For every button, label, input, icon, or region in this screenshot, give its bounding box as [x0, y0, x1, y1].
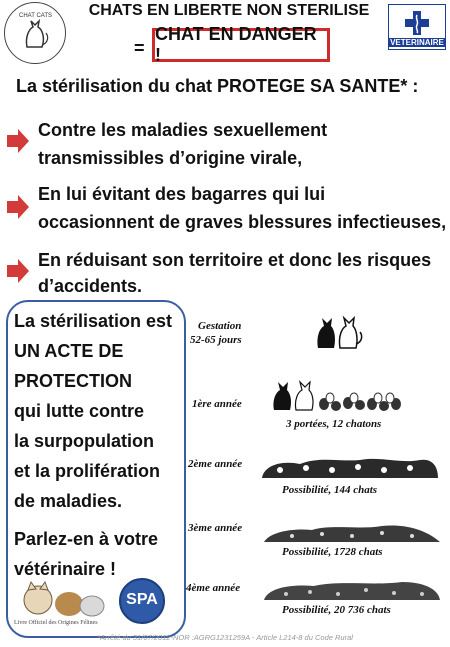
- timeline-label: 3ème année: [188, 522, 243, 534]
- footnote: *Arrêté du 31/07/2012-NOR :AGRG1231259A - Article L214-8 du Code Rural: [97, 633, 353, 642]
- timeline-label: 2ème année: [188, 458, 243, 470]
- timeline-label: 1ère année: [192, 398, 242, 410]
- panel-line: et la prolifération: [14, 461, 161, 481]
- bullet-1-line2: transmissibles d’origine virale,: [38, 148, 303, 168]
- danger-title: CHAT EN DANGER !: [152, 28, 330, 62]
- panel-line: UN ACTE DE: [14, 341, 124, 361]
- panel-line: La stérilisation est: [14, 311, 173, 331]
- cats-year3-illustration: [262, 514, 442, 544]
- title-line1: CHATS EN LIBERTE NON STERILISE: [88, 2, 370, 19]
- bullet-2-line1: En lui évitant des bagarres qui lui: [38, 184, 326, 204]
- vet-logo-text: VETERINAIRE: [390, 38, 444, 47]
- panel-line: PROTECTION: [14, 371, 133, 391]
- timeline-sublabel: 52-65 jours: [190, 334, 242, 346]
- cats-year4-illustration: [262, 572, 442, 602]
- cats-year1-illustration: [270, 368, 404, 412]
- bullet-2-line2: occasionnent de graves blessures infectieuses,: [38, 212, 447, 232]
- timeline-caption: Possibilité, 20 736 chats: [282, 604, 391, 616]
- loof-logo: [14, 580, 108, 632]
- timeline-label: 4ème année: [186, 582, 241, 594]
- bullet-3-line2: d’accidents.: [38, 276, 143, 296]
- cat-dog-illustration-icon: [14, 580, 108, 620]
- red-arrow-icon: [6, 194, 30, 220]
- timeline-caption: Possibilité, 144 chats: [282, 484, 378, 496]
- cats-year2-illustration: [260, 446, 440, 480]
- spa-logo: [116, 576, 168, 626]
- loof-logo-text: Livre Officiel des Origines Félines: [14, 620, 98, 626]
- bullet-1-line1: Contre les maladies sexuellement: [38, 120, 328, 140]
- timeline-caption: Possibilité, 1728 chats: [282, 546, 383, 558]
- spa-logo-text: SPA: [126, 591, 158, 608]
- cat-couple-illustration: [312, 306, 364, 350]
- panel-line: la surpopulation: [14, 431, 155, 451]
- equals-sign: =: [134, 38, 145, 58]
- veterinaire-logo: [388, 4, 446, 50]
- vet-cross-icon: [403, 9, 431, 37]
- watermark-text: [172, 418, 178, 420]
- bullet-3-line1: En réduisant son territoire et donc les risques: [38, 250, 432, 270]
- red-arrow-icon: [6, 128, 30, 154]
- chat-cats-logo: [4, 2, 66, 64]
- red-arrow-icon: [6, 258, 30, 284]
- panel-line: de maladies.: [14, 491, 123, 511]
- logo-left-text: CHAT CATS: [19, 13, 53, 19]
- panel-cta-line1: Parlez-en à votre: [14, 529, 159, 549]
- panel-cta-line2: vétérinaire !: [14, 559, 117, 579]
- panel-line: qui lutte contre: [14, 401, 144, 421]
- intro-text: La stérilisation du chat PROTEGE SA SANTE* :: [16, 76, 419, 96]
- cat-silhouette-icon: [15, 13, 55, 53]
- timeline-caption: 3 portées, 12 chatons: [286, 418, 382, 430]
- timeline-label: Gestation: [198, 320, 242, 332]
